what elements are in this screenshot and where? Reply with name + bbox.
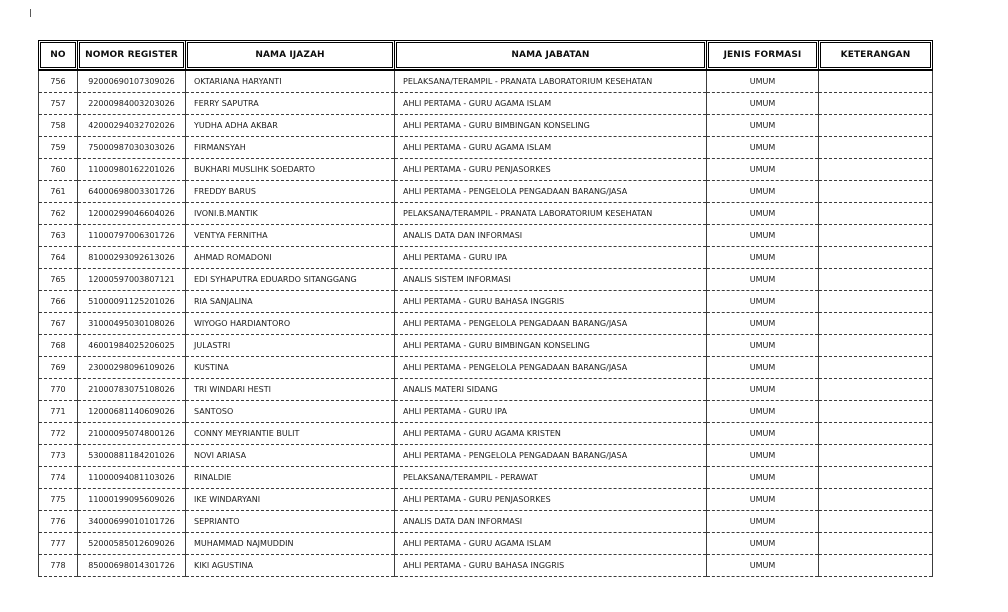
table-row [39,313,933,335]
table-row [39,203,933,225]
cell-name: RINALDIE [186,467,395,489]
cell-name: MUHAMMAD NAJMUDDIN [186,533,395,555]
cell-formation: UMUM [707,335,819,357]
cell-note [819,379,933,401]
table-row [39,555,933,577]
cell-position: PELAKSANA/TERAMPIL - PERAWAT [395,467,707,489]
cell-no: 772 [39,423,78,445]
cell-register: 81000293092613026 [78,247,186,269]
cell-name: KUSTINA [186,357,395,379]
cell-note [819,555,933,577]
cell-formation: UMUM [707,489,819,511]
table-row [39,291,933,313]
cell-name: TRI WINDARI HESTI [186,379,395,401]
cell-name: KIKI AGUSTINA [186,555,395,577]
table-row [39,357,933,379]
cell-formation: UMUM [707,423,819,445]
cell-note [819,115,933,137]
cell-no: 777 [39,533,78,555]
cell-formation: UMUM [707,247,819,269]
table-row [39,115,933,137]
cell-register: 53000881184201026 [78,445,186,467]
cell-no: 759 [39,137,78,159]
cell-name: VENTYA FERNITHA [186,225,395,247]
cell-register: 51000091125201026 [78,291,186,313]
cell-formation: UMUM [707,159,819,181]
cell-note [819,247,933,269]
cell-formation: UMUM [707,70,819,93]
cell-formation: UMUM [707,137,819,159]
cell-register: 12000597003807121 [78,269,186,291]
cell-position: AHLI PERTAMA - PENGELOLA PENGADAAN BARANG/JASA [395,445,707,467]
cell-no: 775 [39,489,78,511]
cell-formation: UMUM [707,357,819,379]
column-header-nama-ijazah: NAMA IJAZAH [186,41,395,71]
table-row [39,225,933,247]
cell-note [819,269,933,291]
cell-position: ANALIS SISTEM INFORMASI [395,269,707,291]
cell-formation: UMUM [707,379,819,401]
cell-note [819,159,933,181]
cell-position: AHLI PERTAMA - GURU BAHASA INGGRIS [395,291,707,313]
cell-formation: UMUM [707,93,819,115]
column-header-keterangan: KETERANGAN [819,41,933,71]
cell-name: IKE WINDARYANI [186,489,395,511]
cell-formation: UMUM [707,225,819,247]
cell-no: 770 [39,379,78,401]
table-header-row [39,41,933,71]
cell-name: NOVI ARIASA [186,445,395,467]
cell-name: FIRMANSYAH [186,137,395,159]
cell-formation: UMUM [707,313,819,335]
cell-note [819,357,933,379]
table-row [39,379,933,401]
cell-name: SEPRIANTO [186,511,395,533]
cell-no: 760 [39,159,78,181]
cell-note [819,291,933,313]
table-row [39,93,933,115]
cell-name: BUKHARI MUSLIHK SOEDARTO [186,159,395,181]
cell-register: 34000699010101726 [78,511,186,533]
table-row [39,137,933,159]
cell-position: AHLI PERTAMA - GURU AGAMA KRISTEN [395,423,707,445]
table-row [39,489,933,511]
cell-position: AHLI PERTAMA - PENGELOLA PENGADAAN BARANG/JASA [395,313,707,335]
table-row [39,335,933,357]
cell-note [819,70,933,93]
cell-register: 23000298096109026 [78,357,186,379]
cell-position: AHLI PERTAMA - PENGELOLA PENGADAAN BARANG/JASA [395,357,707,379]
cell-register: 21000095074800126 [78,423,186,445]
table-row [39,423,933,445]
column-header-jenis-formasi: JENIS FORMASI [707,41,819,71]
cell-note [819,423,933,445]
cell-name: CONNY MEYRIANTIE BULIT [186,423,395,445]
cell-formation: UMUM [707,291,819,313]
cell-no: 763 [39,225,78,247]
cell-position: PELAKSANA/TERAMPIL - PRANATA LABORATORIUM KESEHATAN [395,203,707,225]
cell-register: 12000299046604026 [78,203,186,225]
cell-position: ANALIS MATERI SIDANG [395,379,707,401]
cell-no: 764 [39,247,78,269]
cell-register: 75000987030303026 [78,137,186,159]
cell-note [819,203,933,225]
cell-register: 11000094081103026 [78,467,186,489]
cell-formation: UMUM [707,401,819,423]
column-header-nomor-register: NOMOR REGISTER [78,41,186,71]
cell-register: 85000698014301726 [78,555,186,577]
cell-formation: UMUM [707,467,819,489]
cell-note [819,93,933,115]
cell-no: 767 [39,313,78,335]
cell-name: SANTOSO [186,401,395,423]
cell-formation: UMUM [707,555,819,577]
cell-no: 765 [39,269,78,291]
register-table [38,40,933,577]
cell-note [819,401,933,423]
cell-register: 11000797006301726 [78,225,186,247]
column-header-nama-jabatan: NAMA JABATAN [395,41,707,71]
cell-name: FERRY SAPUTRA [186,93,395,115]
cell-no: 778 [39,555,78,577]
table-row [39,70,933,93]
cell-name: OKTARIANA HARYANTI [186,70,395,93]
cell-name: FREDDY BARUS [186,181,395,203]
cell-note [819,335,933,357]
cell-no: 776 [39,511,78,533]
table-row [39,247,933,269]
cell-no: 774 [39,467,78,489]
cell-name: IVONI.B.MANTIK [186,203,395,225]
cell-formation: UMUM [707,445,819,467]
cell-no: 771 [39,401,78,423]
table-row [39,401,933,423]
cell-formation: UMUM [707,269,819,291]
table-row [39,533,933,555]
cell-no: 762 [39,203,78,225]
cell-name: AHMAD ROMADONI [186,247,395,269]
cell-no: 757 [39,93,78,115]
table-row [39,181,933,203]
cell-register: 22000984003203026 [78,93,186,115]
cell-name: WIYOGO HARDIANTORO [186,313,395,335]
cell-position: PELAKSANA/TERAMPIL - PRANATA LABORATORIUM KESEHATAN [395,70,707,93]
page-artifact-line [30,9,31,17]
cell-register: 52000585012609026 [78,533,186,555]
cell-register: 21000783075108026 [78,379,186,401]
cell-position: AHLI PERTAMA - GURU AGAMA ISLAM [395,137,707,159]
cell-register: 92000690107309026 [78,70,186,93]
cell-register: 46001984025206025 [78,335,186,357]
cell-position: AHLI PERTAMA - GURU BIMBINGAN KONSELING [395,115,707,137]
cell-position: AHLI PERTAMA - GURU PENJASORKES [395,159,707,181]
cell-note [819,467,933,489]
cell-register: 31000495030108026 [78,313,186,335]
cell-no: 773 [39,445,78,467]
cell-register: 11000199095609026 [78,489,186,511]
cell-note [819,313,933,335]
cell-position: ANALIS DATA DAN INFORMASI [395,225,707,247]
cell-position: AHLI PERTAMA - GURU PENJASORKES [395,489,707,511]
cell-position: AHLI PERTAMA - GURU IPA [395,401,707,423]
table-row [39,511,933,533]
cell-formation: UMUM [707,203,819,225]
cell-note [819,137,933,159]
cell-no: 761 [39,181,78,203]
cell-no: 768 [39,335,78,357]
cell-note [819,489,933,511]
cell-position: ANALIS DATA DAN INFORMASI [395,511,707,533]
cell-position: AHLI PERTAMA - GURU AGAMA ISLAM [395,93,707,115]
table-row [39,269,933,291]
cell-formation: UMUM [707,511,819,533]
table-row [39,445,933,467]
cell-note [819,225,933,247]
cell-note [819,511,933,533]
cell-note [819,181,933,203]
column-header-no: NO [39,41,78,71]
cell-formation: UMUM [707,533,819,555]
cell-position: AHLI PERTAMA - GURU BIMBINGAN KONSELING [395,335,707,357]
cell-formation: UMUM [707,115,819,137]
cell-name: JULASTRI [186,335,395,357]
cell-register: 12000681140609026 [78,401,186,423]
cell-no: 769 [39,357,78,379]
cell-register: 11000980162201026 [78,159,186,181]
cell-note [819,445,933,467]
cell-position: AHLI PERTAMA - PENGELOLA PENGADAAN BARANG/JASA [395,181,707,203]
cell-no: 758 [39,115,78,137]
cell-note [819,533,933,555]
cell-no: 766 [39,291,78,313]
cell-position: AHLI PERTAMA - GURU BAHASA INGGRIS [395,555,707,577]
table-row [39,159,933,181]
cell-position: AHLI PERTAMA - GURU AGAMA ISLAM [395,533,707,555]
cell-register: 64000698003301726 [78,181,186,203]
cell-name: YUDHA ADHA AKBAR [186,115,395,137]
cell-register: 42000294032702026 [78,115,186,137]
cell-formation: UMUM [707,181,819,203]
table-row [39,467,933,489]
cell-name: EDI SYHAPUTRA EDUARDO SITANGGANG [186,269,395,291]
cell-no: 756 [39,70,78,93]
cell-name: RIA SANJALINA [186,291,395,313]
cell-position: AHLI PERTAMA - GURU IPA [395,247,707,269]
